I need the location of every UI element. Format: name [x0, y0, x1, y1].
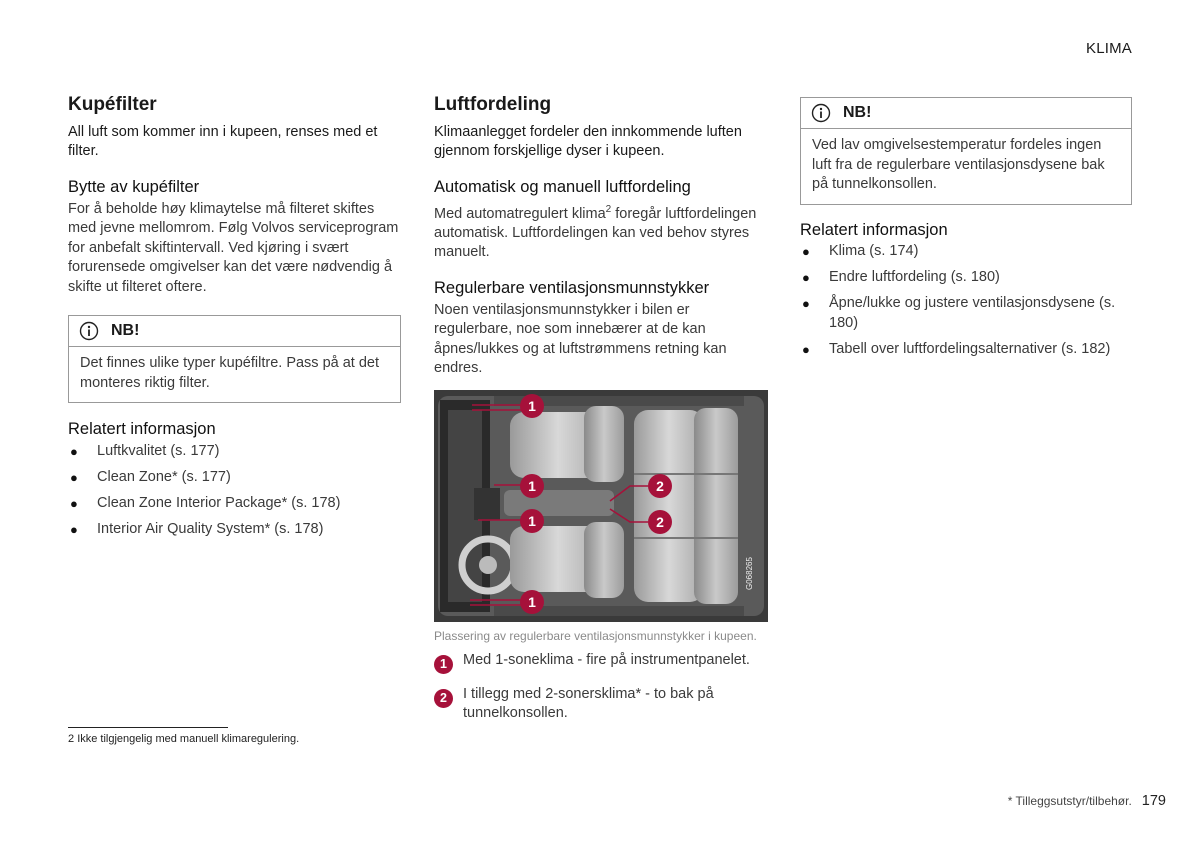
footnote-number: 2	[68, 733, 75, 745]
text-automatisk	[434, 200, 768, 263]
related-link-iaqs[interactable]	[68, 520, 401, 540]
bullet-dot: ●	[70, 443, 78, 459]
related-link-label: Klima (s. 174)	[829, 243, 919, 260]
info-circle-icon	[811, 103, 831, 123]
figure-caption: Plassering av regulerbare ventilasjonsmunnstykker i kupeen.	[434, 628, 757, 643]
page-number: 179	[1141, 793, 1166, 809]
footnote-ref[interactable]: 2	[605, 203, 612, 215]
number-badge: 1	[434, 655, 453, 674]
related-link-label: Endre luftfordeling (s. 180)	[829, 269, 1000, 286]
intro-kupefilter: All luft som kommer inn i kupeen, renses med et filter.	[68, 123, 378, 160]
related-link-clean-zone[interactable]	[68, 468, 401, 488]
heading-related-info: Relatert informasjon	[800, 220, 948, 239]
intro-luftfordeling: Klimaanlegget fordeler den innkommende luften gjennom forskjellige dyser i kupeen.	[434, 123, 742, 160]
related-link-tabell[interactable]	[800, 340, 1132, 360]
bullet-dot: ●	[802, 296, 810, 312]
note-header	[801, 98, 1131, 129]
text-automatisk-part2: foregår luftfordelingen automatisk. Luftfordelingen kan ved behov styres manuelt.	[434, 205, 757, 261]
text-automatisk-part1: Med automatregulert klima	[434, 205, 606, 222]
footer-note: * Tilleggsutstyr/tilbehør.	[1007, 794, 1132, 808]
callout-label-1: 1	[528, 593, 536, 610]
page-footer	[1008, 793, 1166, 809]
heading-bytte-kupefilter: Bytte av kupéfilter	[68, 177, 200, 196]
related-link-endre-luftfordeling[interactable]	[800, 268, 1132, 288]
column-kupefilter	[68, 94, 401, 546]
numbered-item-text: Med 1-soneklima - fire på instrumentpanelet.	[463, 651, 750, 668]
callout-label-1: 1	[528, 397, 536, 414]
callout-label-2: 2	[656, 477, 664, 494]
callout-label-1: 1	[528, 512, 536, 529]
section-header: KLIMA	[1085, 40, 1132, 57]
note-label: NB!	[111, 322, 140, 340]
car-interior-figure	[434, 390, 768, 622]
related-link-label: Clean Zone* (s. 177)	[97, 468, 231, 485]
heading-kupefilter: Kupéfilter	[68, 94, 157, 115]
bullet-dot: ●	[802, 270, 810, 286]
related-link-klima[interactable]	[800, 242, 1132, 262]
note-text: Ved lav omgivelsestemperatur fordeles ingen luft fra de regulerbare ventilasjonsdysene bak på tunnelkonsollen.	[812, 137, 1105, 192]
bullet-dot: ●	[802, 341, 810, 357]
bullet-dot: ●	[70, 469, 78, 485]
related-link-apne-lukke[interactable]	[800, 294, 1132, 333]
related-link-label: Clean Zone Interior Package* (s. 178)	[97, 494, 341, 511]
text-bytte-kupefilter: For å beholde høy klimaytelse må filteret skiftes med jevne mellomrom. Følg Volvos serviceprogram for anbefalt skiftintervall. Ved kjøring i svært forurensede omgivelser kan det være nødvendig å skifte ut filteret oftere.	[68, 200, 399, 295]
note-box	[68, 315, 401, 403]
note-box	[800, 97, 1132, 205]
footnote	[68, 733, 299, 745]
related-link-label: Luftkvalitet (s. 177)	[97, 442, 220, 459]
heading-luftfordeling: Luftfordeling	[434, 94, 552, 115]
figure-code: G068265	[745, 556, 754, 590]
related-link-label: Åpne/lukke og justere ventilasjonsdysene (s. 180)	[829, 295, 1116, 331]
note-text: Det finnes ulike typer kupéfiltre. Pass på at det monteres riktig filter.	[80, 355, 380, 391]
heading-related-info: Relatert informasjon	[68, 420, 216, 439]
related-link-clean-zone-interior[interactable]	[68, 494, 401, 514]
footnote-text: Ikke tilgjengelig med manuell klimaregulering.	[77, 733, 300, 745]
numbered-item-1	[434, 651, 768, 674]
car-interior-illustration	[434, 390, 768, 622]
note-header	[69, 316, 400, 347]
column-luftfordeling	[434, 94, 768, 724]
callout-label-1: 1	[528, 477, 536, 494]
column-right	[800, 97, 1132, 366]
note-label: NB!	[843, 104, 872, 121]
related-list	[800, 242, 1132, 359]
info-circle-icon	[79, 321, 99, 341]
related-link-label: Tabell over luftfordelingsalternativer (s. 182)	[829, 340, 1111, 357]
bullet-dot: ●	[70, 495, 78, 511]
text-ventilasjon: Noen ventilasjonsmunnstykker i bilen er regulerbare, noe som innebærer at de kan åpnes/lukkes og at luftstrømmens retning kan endres.	[434, 301, 727, 377]
heading-ventilasjon: Regulerbare ventilasjonsmunnstykker	[434, 278, 710, 297]
number-badge: 2	[434, 689, 453, 708]
bullet-dot: ●	[802, 244, 810, 260]
footnote-divider	[68, 727, 228, 728]
related-link-label: Interior Air Quality System* (s. 178)	[97, 520, 324, 537]
related-link-luftkvalitet[interactable]	[68, 442, 401, 462]
bullet-dot: ●	[70, 521, 78, 537]
numbered-item-2	[434, 685, 768, 724]
heading-automatisk: Automatisk og manuell luftfordeling	[434, 177, 691, 196]
related-list	[68, 442, 401, 540]
numbered-item-text: I tillegg med 2-sonersklima* - to bak på tunnelkonsollen.	[463, 685, 714, 722]
callout-label-2: 2	[656, 513, 664, 530]
